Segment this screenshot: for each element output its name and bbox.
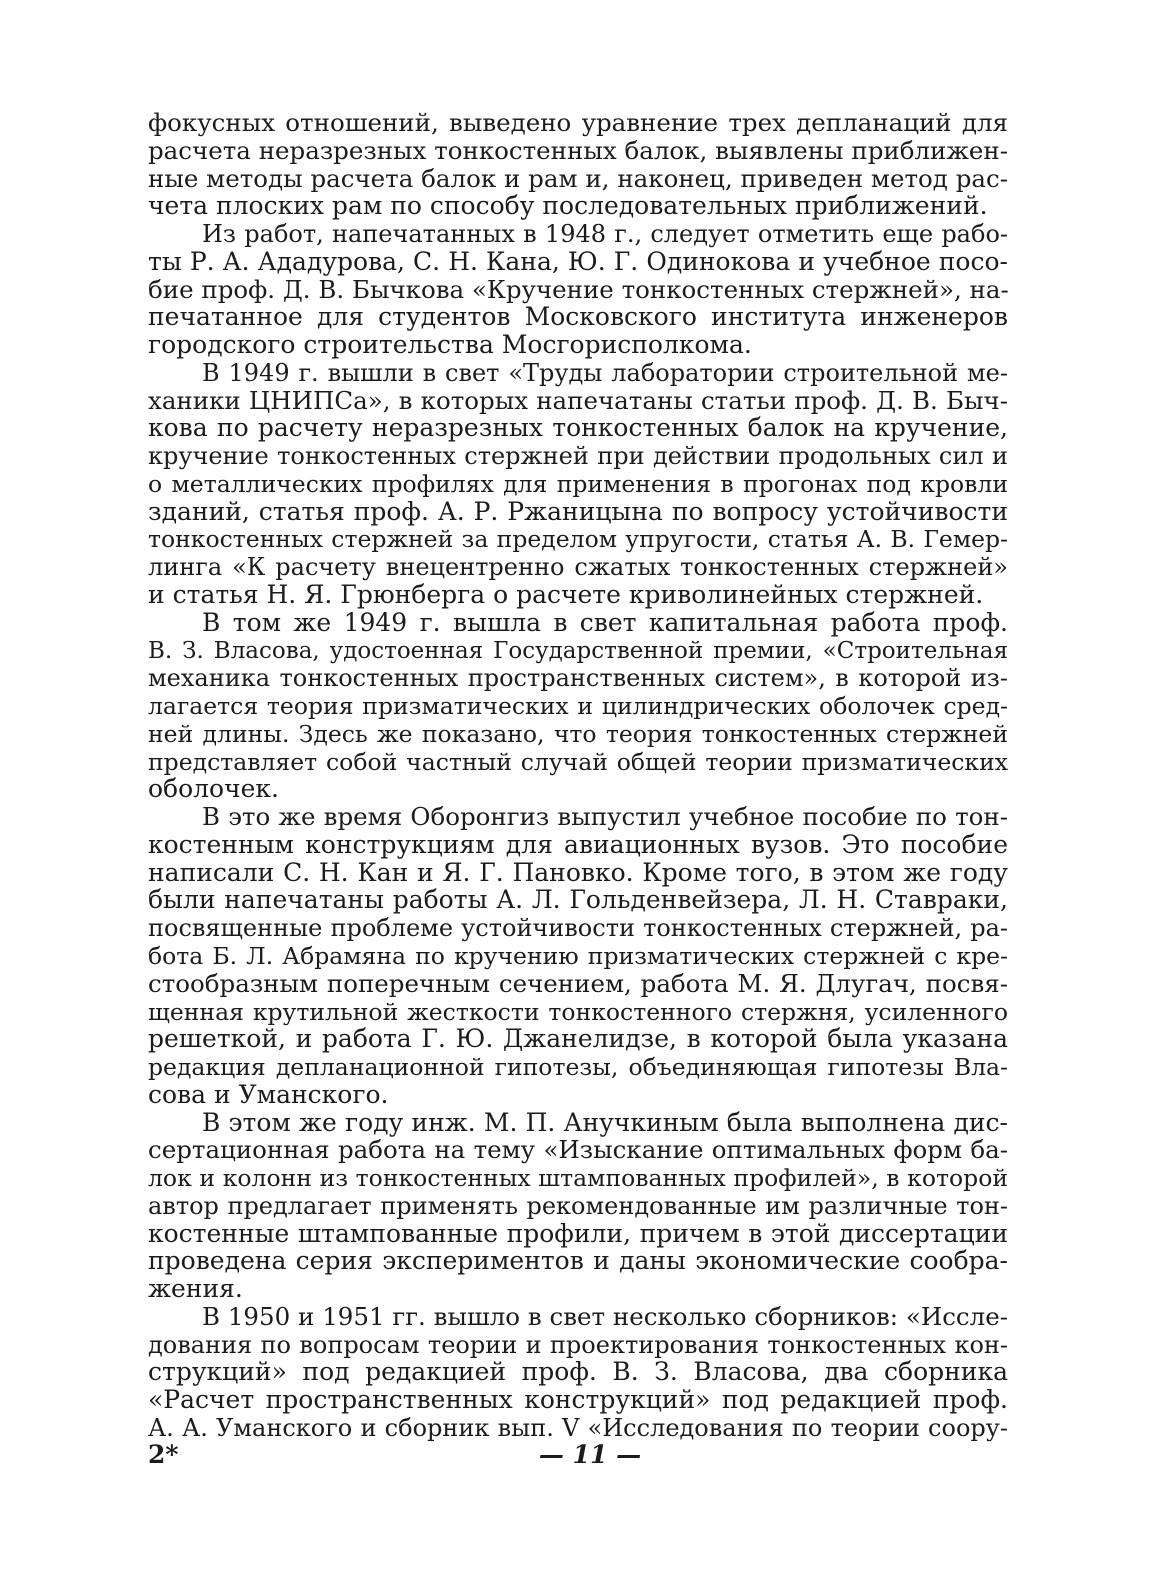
text-line: Из работ, напечатанных в 1948 г., следует отметить еще рабо- xyxy=(202,220,1008,249)
text-line: автор предлагает применять рекомендованные им различные тон- xyxy=(148,1191,1008,1220)
text-line: жения. xyxy=(148,1274,243,1304)
page-number: — 11 — xyxy=(538,1440,642,1469)
text-line: бие проф. Д. В. Бычкова «Кручение тонкостенных стержней», на- xyxy=(148,274,1009,304)
text-line: В этом же году инж. М. П. Анучкиным была выполнена дис- xyxy=(202,1107,1008,1137)
text-line: А. А. Уманского и сборник вып. V «Исследования по теории соору- xyxy=(148,1414,1008,1442)
text-line: печатанное для студентов Московского института инженеров xyxy=(148,302,1008,332)
text-line: фокусных отношений, выведено уравнение трех депланаций для xyxy=(148,108,1008,137)
text-line: лагается теория призматических и цилиндрических оболочек сред- xyxy=(148,692,1008,721)
text-line: сова и Уманского. xyxy=(148,1079,389,1109)
text-line: чета плоских рам по способу последовательных приближений. xyxy=(148,191,988,221)
text-line: ты Р. А. Ададурова, С. Н. Кана, Ю. Г. Одинокова и учебное посо- xyxy=(148,246,1008,276)
text-line: городского строительства Мосгорисполкома. xyxy=(148,330,752,360)
text-line: В 1950 и 1951 гг. вышло в свет несколько сборников: «Иссле- xyxy=(202,1301,1008,1331)
text-line: костенным конструкциям для авиационных вузов. Это пособие xyxy=(148,829,1008,859)
text-line: о металлических профилях для применения в прогонах под кровли xyxy=(148,469,1008,498)
text-line: расчета неразрезных тонкостенных балок, выявлены приближен- xyxy=(148,135,1008,165)
text-line: кова по расчету неразрезных тонкостенных балок на кручение, xyxy=(148,413,1008,443)
text-line: В. З. Власова, удостоенная Государственной премии, «Строительная xyxy=(148,637,1008,664)
text-line: В это же время Оборонгиз выпустил учебное пособие по тон- xyxy=(202,802,1008,832)
text-line: сертационная работа на тему «Изыскание оптимальных форм ба- xyxy=(148,1135,1008,1165)
text-line: ные методы расчета балок и рам и, наконец, приведен метод рас- xyxy=(148,163,1008,193)
text-line: механика тонкостенных пространственных систем», в которой из- xyxy=(148,664,1008,693)
text-line: посвященные проблеме устойчивости тонкостенных стержней, ра- xyxy=(148,914,1008,943)
text-line: ханики ЦНИПСа», в которых напечатаны статьи проф. Д. В. Быч- xyxy=(148,385,1008,415)
text-line: лок и колонн из тонкостенных штампованных профилей», в которой xyxy=(148,1164,1008,1193)
text-line: щенная крутильной жесткости тонкостенного стержня, усиленного xyxy=(148,997,1008,1026)
text-line: представляет собой частный случай общей теории призматических xyxy=(148,747,1008,776)
text-line: В 1949 г. вышли в свет «Труды лаборатории строительной ме- xyxy=(202,358,1008,387)
text-line: тонкостенных стержней за пределом упругости, статья А. В. Гемер- xyxy=(148,525,1008,554)
text-line: зданий, статья проф. А. Р. Ржаницына по вопросу устойчивости xyxy=(148,496,1008,526)
text-line: дования по вопросам теории и проектирования тонкостенных кон- xyxy=(148,1330,1008,1359)
text-line: бота Б. Л. Абрамяна по кручению призматических стержней с кре- xyxy=(148,941,1008,970)
text-line: кручение тонкостенных стержней при действии продольных сил и xyxy=(148,442,1008,471)
text-line: редакция депланационной гипотезы, объединяющая гипотезы Вла- xyxy=(148,1053,1008,1082)
text-line: «Расчет пространственных конструкций» под редакцией проф. xyxy=(148,1385,1008,1415)
text-line: оболочек. xyxy=(148,774,279,804)
signature-mark: 2* xyxy=(148,1440,179,1469)
text-line: проведена серия экспериментов и даны экономические сообра- xyxy=(148,1246,1008,1276)
text-line: В том же 1949 г. вышла в свет капитальная работа проф. xyxy=(202,607,1008,637)
text-line: линга «К расчету внецентренно сжатых тонкостенных стержней» xyxy=(148,553,1008,582)
text-line: были напечатаны работы А. Л. Гольденвейзера, Л. Н. Ставраки, xyxy=(148,885,1008,915)
text-line: ней длины. Здесь же показано, что теория тонкостенных стержней xyxy=(148,719,1008,748)
text-line: решеткой, и работа Г. Ю. Джанелидзе, в которой была указана xyxy=(148,1024,1008,1054)
text-line: костенные штампованные профили, причем в этой диссертации xyxy=(148,1218,1008,1248)
text-line: и статья Н. Я. Грюнберга о расчете криволинейных стержней. xyxy=(148,580,984,610)
text-line: написали С. Н. Кан и Я. Г. Пановко. Кроме того, в этом же году xyxy=(148,857,1008,887)
text-line: стообразным поперечным сечением, работа М. Я. Длугач, посвя- xyxy=(148,968,1008,998)
text-line: струкций» под редакцией проф. В. З. Власова, два сборника xyxy=(148,1357,1008,1387)
